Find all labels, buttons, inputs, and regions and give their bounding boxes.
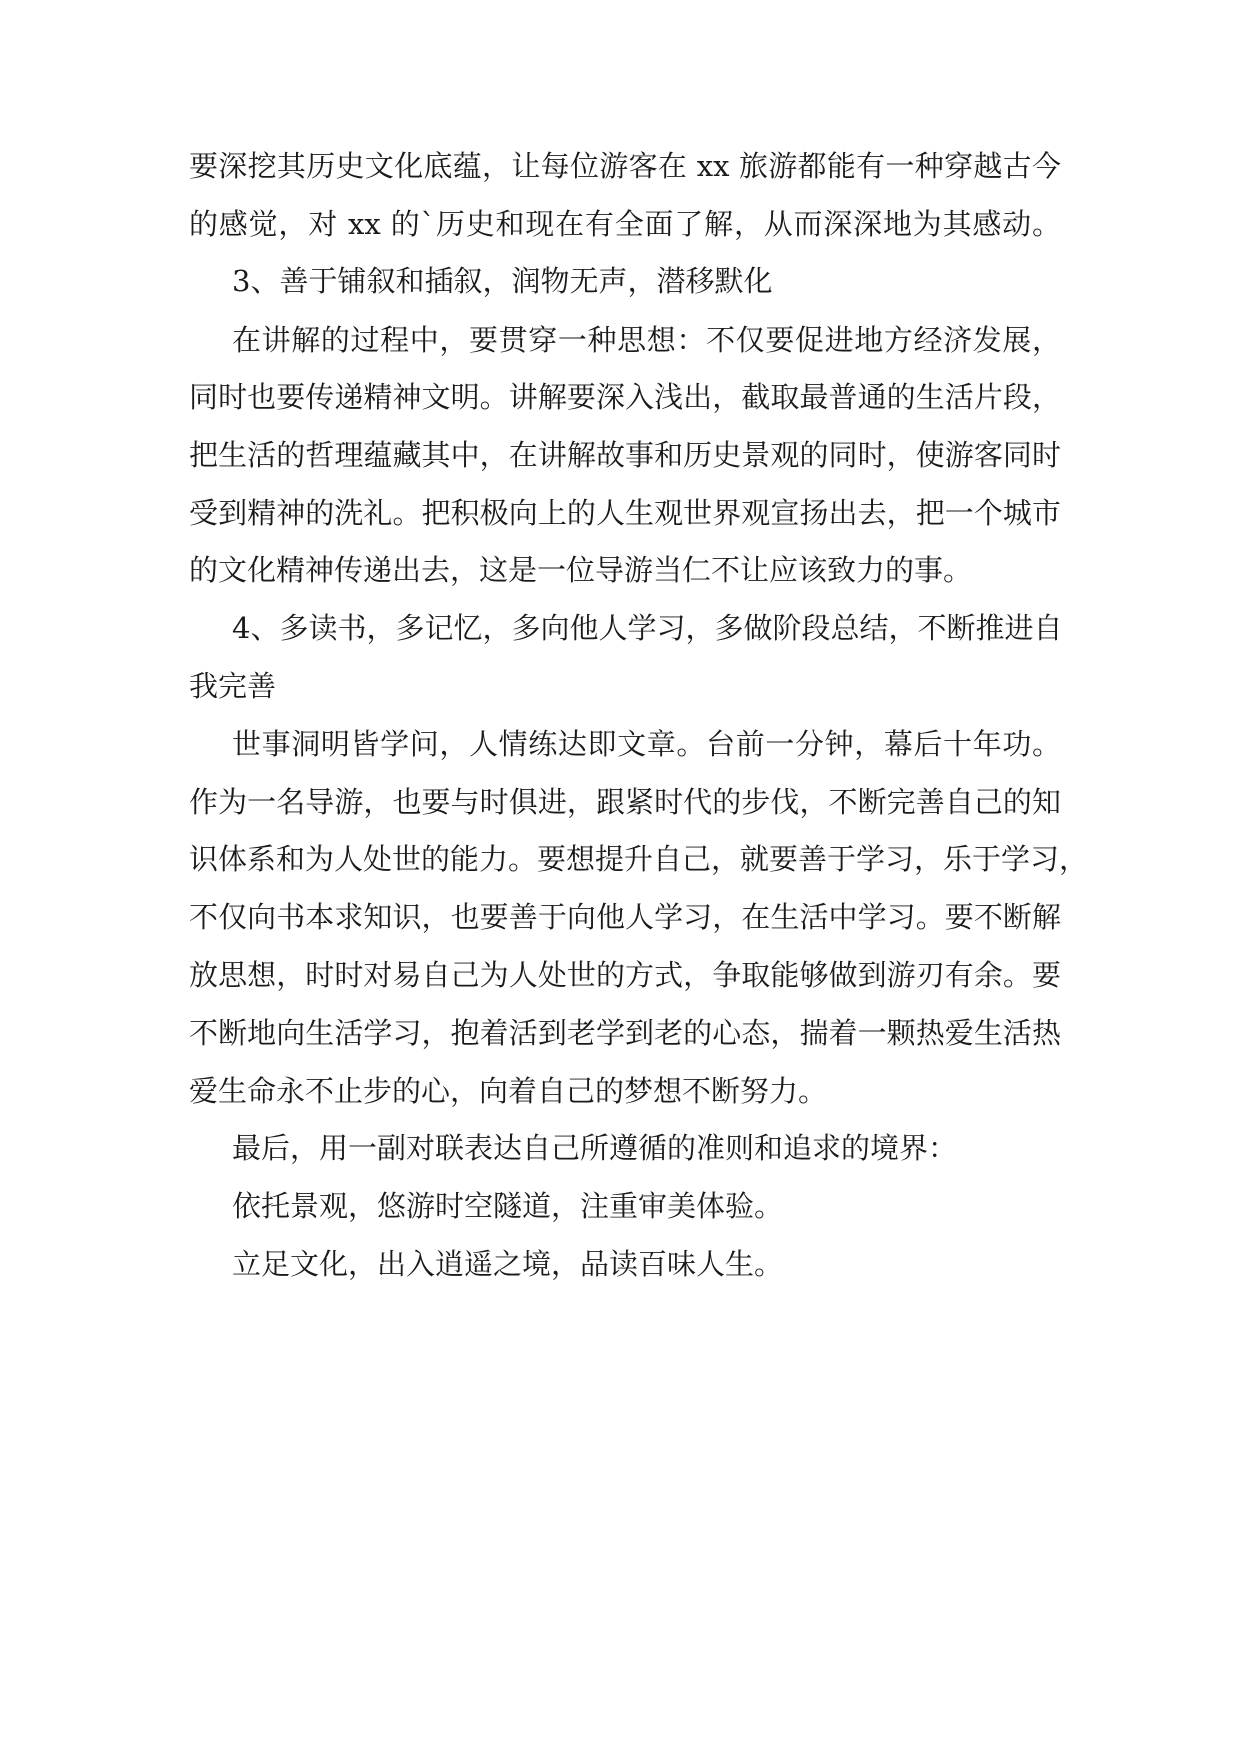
body-text-line: 爱生命永不止步的心，向着自己的梦想不断努力。 <box>189 1074 828 1108</box>
body-text-line: 不断地向生活学习，抱着活到老学到老的心态，揣着一颗热爱生活热 <box>189 1016 1061 1050</box>
body-text-line: 同时也要传递精神文明。讲解要深入浅出，截取最普通的生活片段， <box>189 380 1061 414</box>
body-text-line: 的感觉，对 xx 的`历史和现在有全面了解，从而深深地为其感动。 <box>189 207 1061 241</box>
body-text-line: 受到精神的洗礼。把积极向上的人生观世界观宣扬出去，把一个城市 <box>189 496 1061 530</box>
section-heading: 我完善 <box>189 669 277 703</box>
section-heading: 3、善于铺叙和插叙，润物无声，潜移默化 <box>232 264 773 298</box>
body-text-line: 世事洞明皆学问，人情练达即文章。台前一分钟，幕后十年功。 <box>232 727 1061 761</box>
couplet-line: 立足文化，出入逍遥之境，品读百味人生。 <box>232 1247 784 1281</box>
body-text-line: 最后，用一副对联表达自己所遵循的准则和追求的境界： <box>232 1131 958 1165</box>
body-text-line: 不仅向书本求知识，也要善于向他人学习，在生活中学习。要不断解 <box>189 900 1061 934</box>
body-text-line: 放思想，时时对易自己为人处世的方式，争取能够做到游刃有余。要 <box>189 958 1061 992</box>
body-text-line: 识体系和为人处世的能力。要想提升自己，就要善于学习，乐于学习， <box>189 842 1089 876</box>
body-text-line: 把生活的哲理蕴藏其中，在讲解故事和历史景观的同时，使游客同时 <box>189 438 1061 472</box>
body-text-line: 的文化精神传递出去，这是一位导游当仁不让应该致力的事。 <box>189 553 973 587</box>
body-text-line: 要深挖其历史文化底蕴，让每位游客在 xx 旅游都能有一种穿越古今 <box>189 149 1061 183</box>
body-text-line: 作为一名导游，也要与时俱进，跟紧时代的步伐，不断完善自己的知 <box>189 785 1061 819</box>
section-heading: 4、多读书，多记忆，多向他人学习，多做阶段总结，不断推进自 <box>232 611 1063 645</box>
couplet-line: 依托景观，悠游时空隧道，注重审美体验。 <box>232 1189 784 1223</box>
body-text-line: 在讲解的过程中，要贯穿一种思想：不仅要促进地方经济发展， <box>232 323 1061 357</box>
